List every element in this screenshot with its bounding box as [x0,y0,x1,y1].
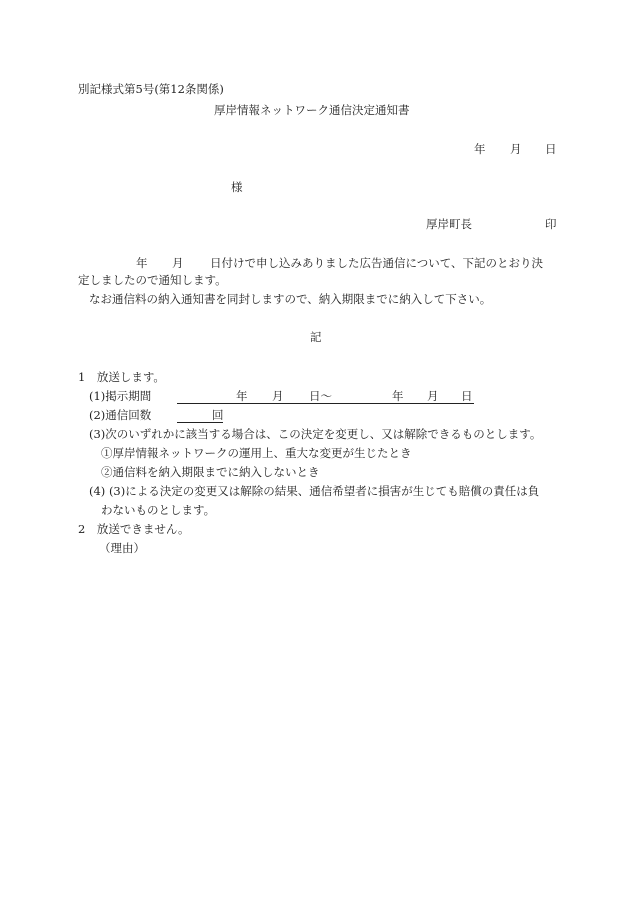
date-month: 月 [510,142,522,156]
item-1-3-a: ①厚岸情報ネットワークの運用上、重大な変更が生じたとき [101,446,412,460]
broadcast-count-unit: 回 [212,408,224,422]
item-1-3: (3)次のいずれかに該当する場合は、この決定を変更し、又は解除できるものとします。 [89,427,542,441]
period-month-2: 月 [427,389,439,403]
body-paragraph-2: なお通信料の納入通知書を同封しますので、納入期限までに納入して下さい。 [89,292,492,306]
period-day-1: 日～ [309,389,332,403]
period-year-1: 年 [236,389,248,403]
date-year: 年 [474,142,486,156]
document-title: 厚岸情報ネットワーク通信決定通知書 [214,103,410,117]
period-month-1: 月 [272,389,284,403]
body-line-1: 日付けで申し込みありました広告通信について、下記のとおり決 [210,256,544,270]
period-year-2: 年 [392,389,404,403]
body-year: 年 [136,256,148,270]
reason-label: （理由） [99,541,145,555]
seal-mark: 印 [545,217,557,231]
item-1-4-line-1: (4) (3)による決定の変更又は解除の結果、通信希望者に損害が生じても賠償の責任は負 [89,484,540,498]
broadcast-count-label: (2)通信回数 [89,408,152,422]
item-1: 1 放送します。 [78,370,165,384]
date-day: 日 [545,142,557,156]
display-period-label: (1)掲示期間 [89,389,152,403]
addressee-suffix: 様 [231,180,243,194]
body-line-2: 定しましたので通知します。 [78,273,227,287]
item-1-4-line-2: わないものとします。 [101,503,216,517]
period-day-2: 日 [461,389,473,403]
item-1-3-b: ②通信料を納入期限までに納入しないとき [101,465,320,479]
issuer: 厚岸町長 [426,217,472,231]
item-2: 2 放送できません。 [78,522,190,536]
ki-heading: 記 [310,330,322,344]
form-id: 別記様式第5号(第12条関係) [78,82,224,96]
body-month: 月 [172,256,184,270]
